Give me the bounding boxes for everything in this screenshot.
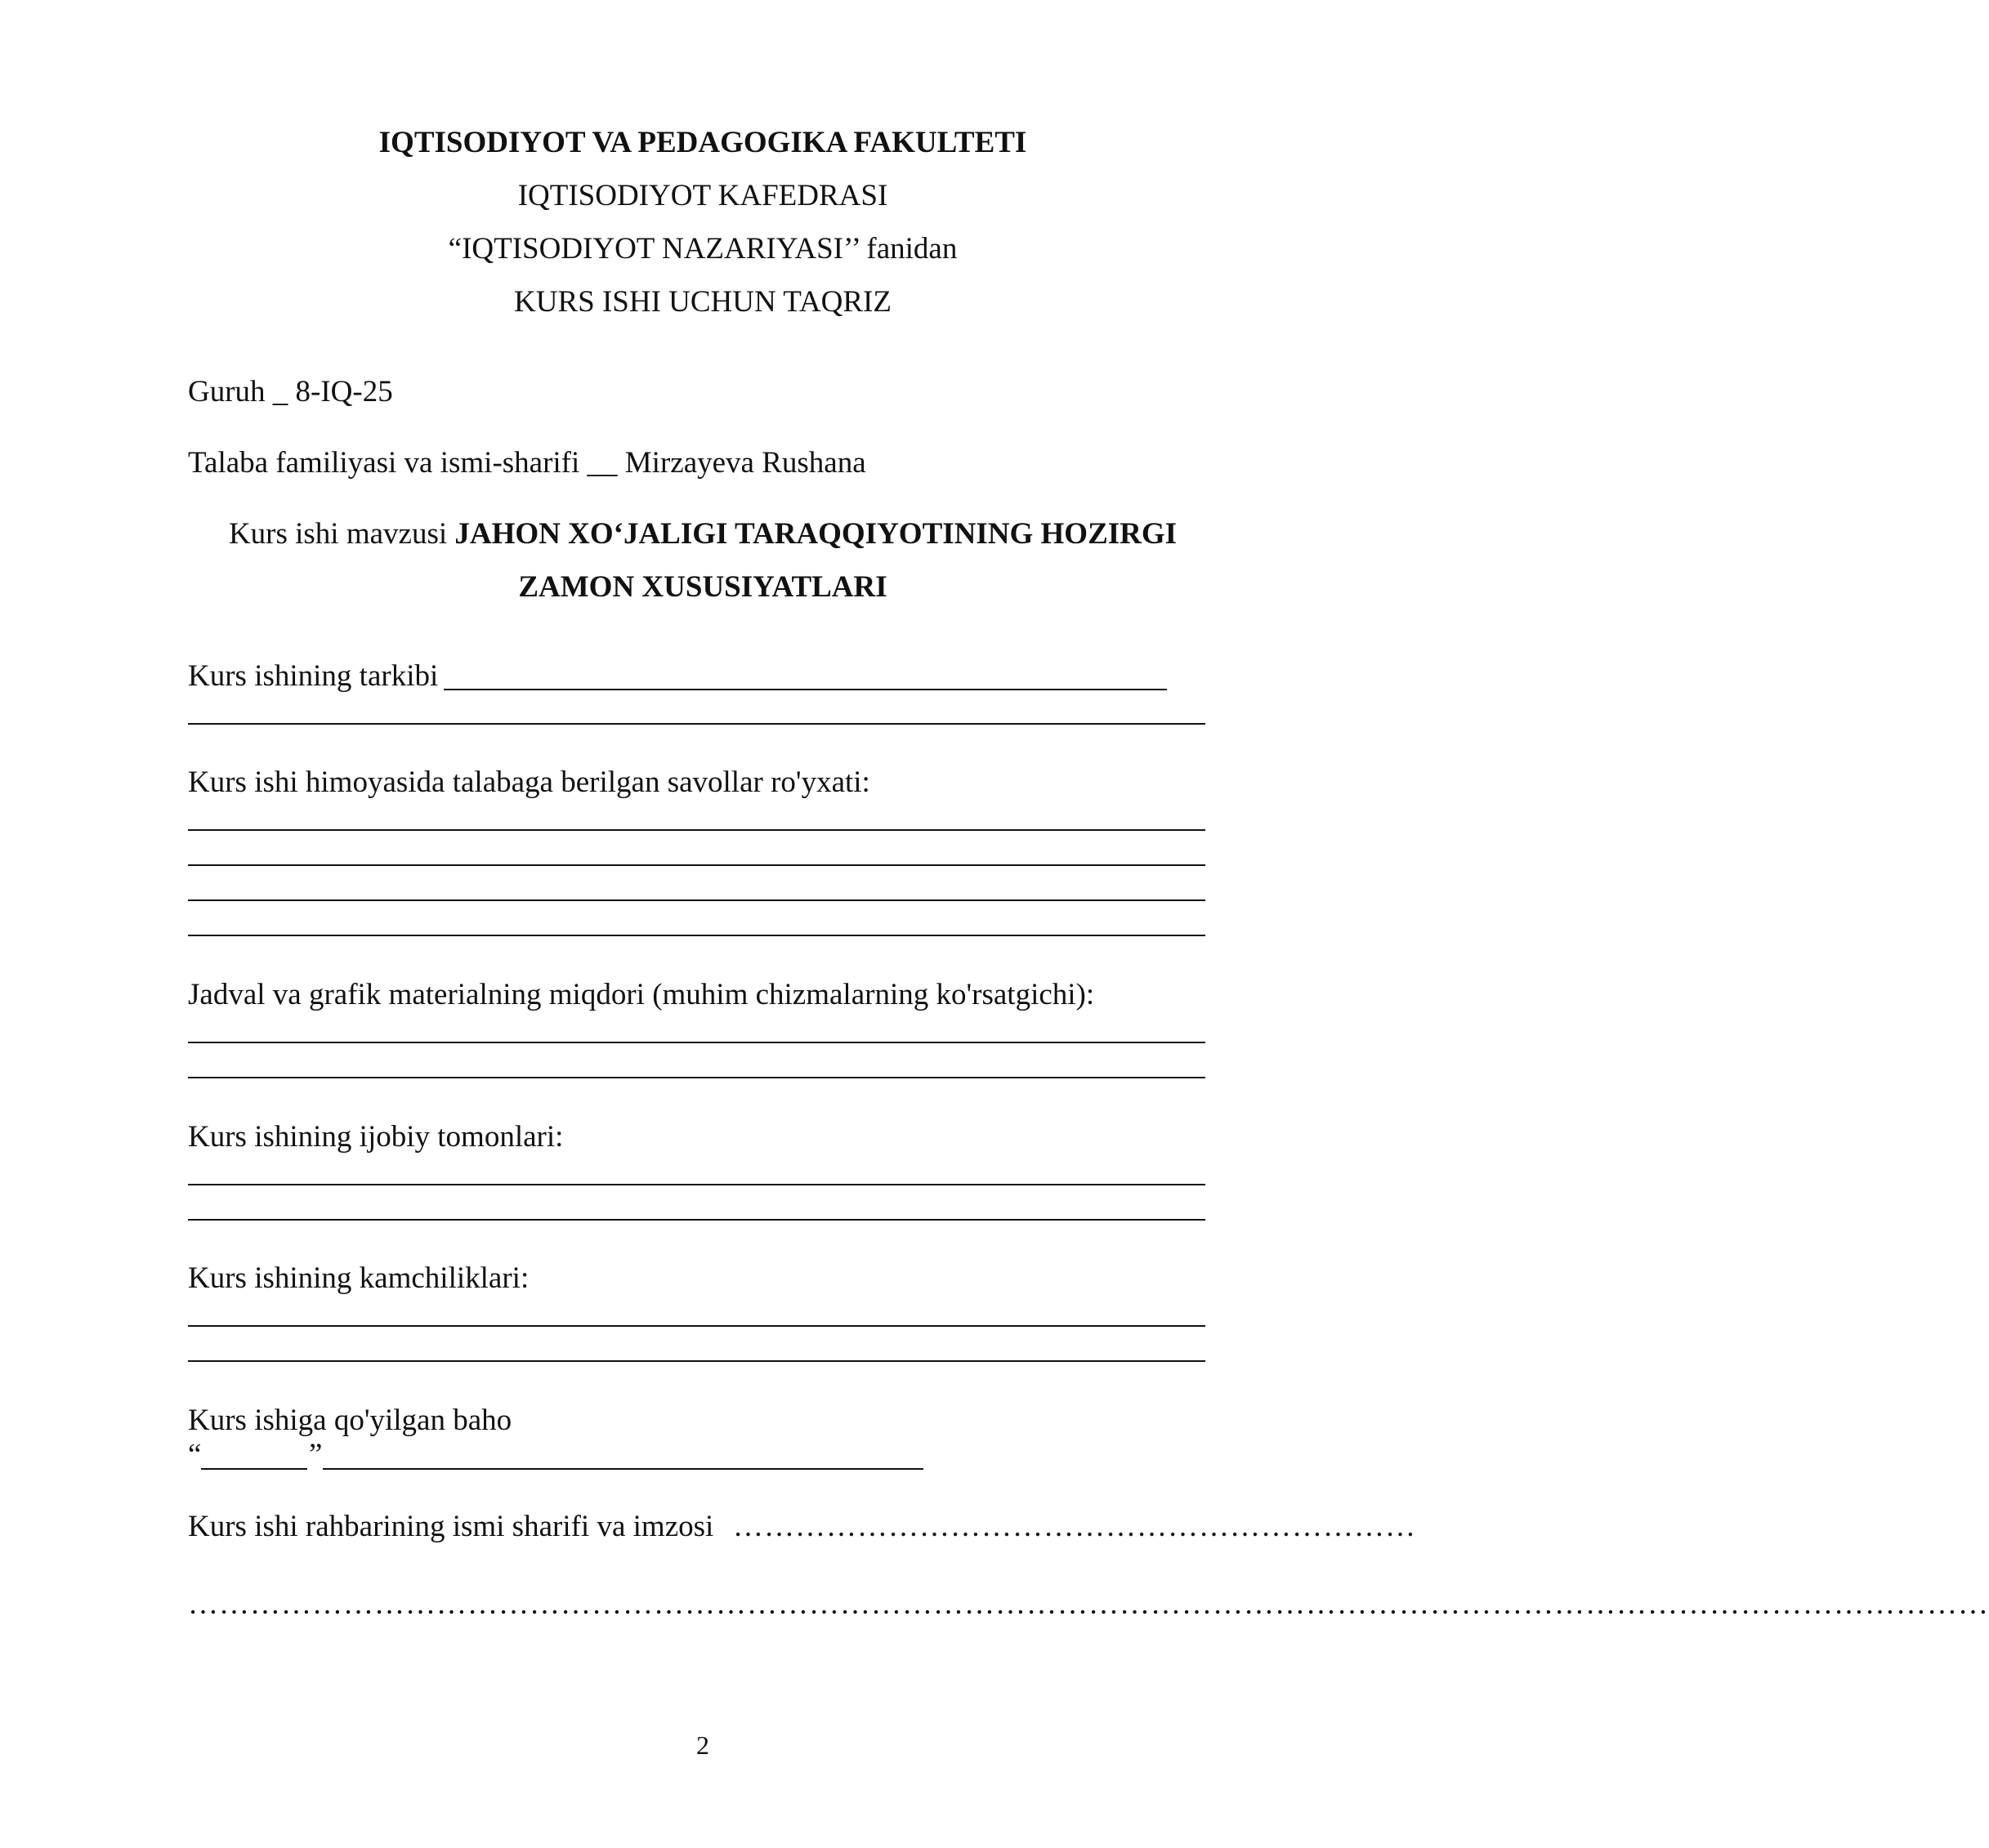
questions-answer-line-2[interactable] — [188, 864, 1205, 866]
structure-answer-line-1[interactable] — [444, 689, 1167, 690]
supervisor-signature-dots[interactable]: ………………………………………………………… — [733, 1510, 1416, 1543]
grade-words-line[interactable] — [323, 1468, 923, 1470]
structure-label: Kurs ishining tarkibi — [188, 659, 439, 693]
questions-answer-line-4[interactable] — [188, 935, 1205, 936]
questions-answer-line-3[interactable] — [188, 899, 1205, 901]
supervisor-extra-dots[interactable]: ………………………………………………………………………………………………………………………………………………………… — [188, 1587, 1989, 1621]
department-heading: IQTISODIYOT KAFEDRASI — [517, 179, 888, 212]
faculty-heading: IQTISODIYOT VA PEDAGOGIKA FAKULTETI — [378, 126, 1027, 159]
subject-heading: “IQTISODIYOT NAZARIYASI’’ fanidan — [448, 232, 958, 266]
shortcomings-label: Kurs ishining kamchiliklari: — [188, 1261, 530, 1295]
positives-label: Kurs ishining ijobiy tomonlari: — [188, 1120, 564, 1154]
topic-title-part-1: JAHON XO‘JALIGI TARAQQIYOTINING HOZIRGI — [454, 517, 1178, 551]
positives-answer-line-2[interactable] — [188, 1219, 1205, 1221]
shortcomings-answer-line-2[interactable] — [188, 1360, 1205, 1362]
questions-label: Kurs ishi himoyasida talabaga berilgan savollar ro'yxati: — [188, 766, 870, 799]
group-line: Guruh _ 8-IQ-25 — [188, 375, 393, 408]
structure-answer-line-2[interactable] — [188, 723, 1205, 725]
shortcomings-answer-line-1[interactable] — [188, 1325, 1205, 1327]
student-line: Talaba familiyasi va ismi-sharifi __ Mirzayeva Rushana — [188, 446, 866, 480]
grade-close-quote: ” — [309, 1438, 323, 1471]
positives-answer-line-1[interactable] — [188, 1184, 1205, 1185]
document-title: KURS ISHI UCHUN TAQRIZ — [514, 285, 892, 319]
supervisor-label: Kurs ishi rahbarining ismi sharifi va imzosi — [188, 1510, 714, 1543]
topic-title-part-2: ZAMON XUSUSIYATLARI — [518, 570, 887, 604]
tables-label: Jadval va grafik materialning miqdori (muhim chizmalarning ko'rsatgichi): — [188, 978, 1095, 1011]
grade-label: Kurs ishiga qo'yilgan baho — [188, 1404, 512, 1437]
topic-line-1 — [0, 516, 1406, 552]
questions-answer-line-1[interactable] — [188, 829, 1205, 831]
page-number: 2 — [696, 1730, 709, 1760]
grade-open-quote: “ — [188, 1438, 202, 1471]
topic-label: Kurs ishi mavzusi — [228, 517, 455, 551]
tables-answer-line-2[interactable] — [188, 1077, 1205, 1078]
grade-value-line[interactable] — [201, 1468, 307, 1470]
tables-answer-line-1[interactable] — [188, 1042, 1205, 1043]
